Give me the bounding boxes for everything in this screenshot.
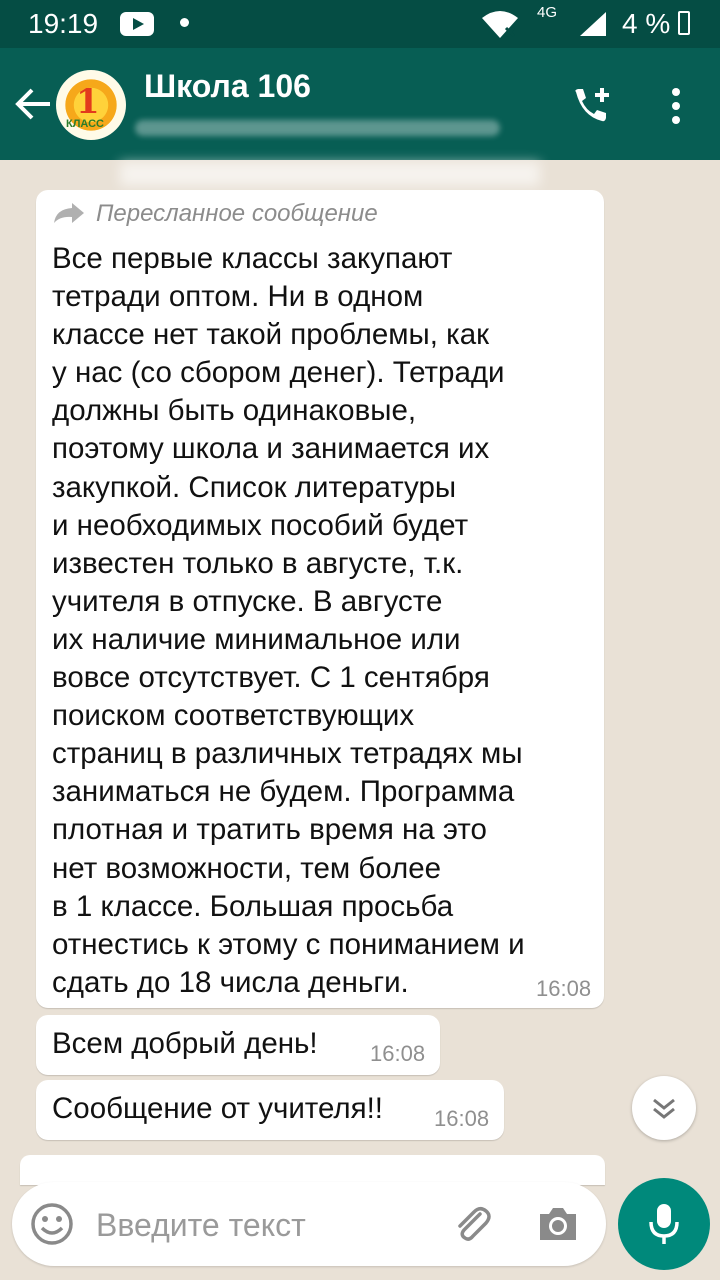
youtube-icon	[120, 12, 154, 36]
message-text: Все первые классы закупают тетради оптом. Ни в одном классе нет такой проблемы, как у нас (со сбором денег). Тетради должны быть одинаковые, поэтому школа и занимается их закупкой. Список литературы и необходимых пособий будет известен только в августе, т.к. учителя в отпуске. В августе их наличие минимальное или вовсе отсутствует. С 1 сентября поиском соответствующих страниц в различных тетрадях мы заниматься не будем. Программа плотная и тратить время на это нет возможности, тем более в 1 классе. Большая просьба отнестись к этому с пониманием и сдать до 18 числа деньги.	[52, 242, 525, 999]
message-text: Всем добрый день!	[52, 1027, 318, 1060]
status-bar	[0, 0, 720, 48]
signal-icon	[578, 10, 608, 38]
forwarded-text: Пересланное сообщение	[96, 200, 378, 227]
chat-header	[0, 48, 720, 160]
forward-icon	[52, 201, 86, 225]
message-time: 16:08	[370, 1041, 426, 1066]
emoji-icon[interactable]	[30, 1202, 74, 1246]
avatar-number: 1	[76, 82, 100, 122]
message-input[interactable]	[94, 1196, 438, 1254]
blurred-strip	[120, 162, 540, 186]
network-type: 4G	[537, 4, 558, 21]
more-vert-icon[interactable]	[664, 88, 688, 124]
chat-title[interactable]: Школа 106	[144, 68, 311, 104]
message-text: Сообщение от учителя!!	[52, 1092, 383, 1125]
notification-dot-icon	[180, 18, 189, 27]
battery-percent: 4 %	[622, 8, 671, 39]
blurred-participants	[135, 120, 500, 136]
mic-icon	[646, 1202, 682, 1246]
chevron-down-icon	[650, 1094, 678, 1122]
scroll-down-button[interactable]	[632, 1076, 696, 1140]
add-call-icon[interactable]	[570, 86, 614, 126]
mic-button[interactable]	[618, 1178, 710, 1270]
wifi-icon	[480, 10, 520, 38]
attach-icon[interactable]	[450, 1202, 494, 1246]
back-arrow-icon[interactable]	[14, 86, 52, 122]
message-bubble[interactable]	[36, 1080, 504, 1140]
status-time: 19:19	[28, 8, 99, 39]
message-composer	[12, 1182, 606, 1266]
message-bubble-forwarded[interactable]	[36, 190, 604, 1008]
message-time: 16:08	[434, 1106, 490, 1131]
camera-icon[interactable]	[536, 1204, 580, 1244]
forwarded-label	[52, 200, 378, 228]
message-bubble-partial[interactable]	[20, 1155, 605, 1185]
message-bubble[interactable]	[36, 1015, 440, 1075]
message-time: 16:08	[536, 976, 592, 1001]
avatar-subtext: КЛАСС	[66, 118, 104, 130]
battery-icon	[678, 11, 690, 35]
avatar[interactable]	[56, 70, 126, 140]
